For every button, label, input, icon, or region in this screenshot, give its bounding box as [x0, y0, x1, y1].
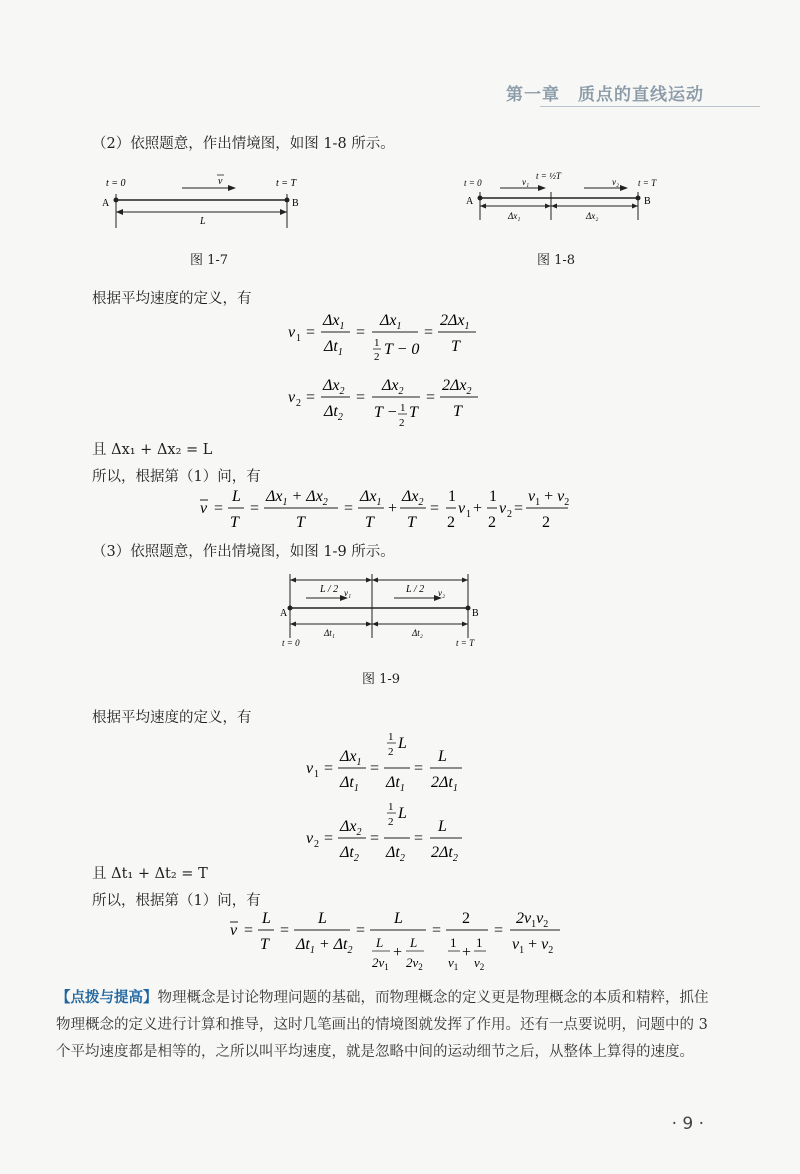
svg-text:2v2: $2v_2$ [406, 955, 423, 972]
svg-text:1: 1 [374, 337, 380, 349]
svg-text:1: 1 [314, 769, 319, 780]
svg-text:L: L [438, 818, 447, 835]
svg-text:L: L [232, 488, 241, 505]
fig19-tT-label: t = T [456, 638, 475, 648]
svg-text:1: 1 [296, 333, 301, 344]
fig18-v2-label: v₂ [612, 177, 620, 187]
svg-text:2Δx1: $2\Delta x_1$ [440, 312, 470, 332]
and-line-1: 且 Δx₁ + Δx₂ = L [92, 442, 213, 458]
svg-text:Δt2: $\Delta t_2$ [386, 844, 405, 864]
svg-text:=: = [514, 500, 524, 517]
svg-text:=: = [344, 500, 354, 517]
fig19-dt1-label: Δt₁ [324, 628, 335, 638]
svg-text:v: v [306, 760, 314, 777]
svg-text:=: = [306, 389, 316, 406]
svg-text:Δt1: $\Delta t_1$ [386, 774, 405, 794]
chapter-header: 第一章 质点的直线运动 [506, 85, 704, 105]
svg-text:Δx1: $\Delta x_1$ [340, 748, 362, 768]
svg-text:T: T [260, 936, 269, 953]
svg-text:1: 1 [448, 488, 456, 505]
svg-text:2: 2 [374, 351, 380, 363]
svg-text:T: T [409, 404, 418, 421]
svg-text:v1 + v2: $v_1 + v_2$ [528, 488, 570, 508]
fig17-A-label: A [102, 198, 110, 209]
svg-text:2: 2 [488, 514, 496, 531]
svg-text:2Δt2: $2\Delta t_2$ [431, 844, 458, 864]
svg-text:L: L [318, 910, 327, 927]
svg-text:=: = [306, 324, 316, 341]
svg-text:T: T [296, 514, 305, 531]
svg-text:Δx2: $\Delta x_2$ [402, 488, 424, 508]
svg-text:Δt2: $\Delta t_2$ [340, 844, 359, 864]
svg-text:2v1v2: $2v_1v_2$ [516, 910, 549, 930]
svg-text:v: v [230, 922, 238, 939]
svg-text:2: 2 [399, 417, 405, 429]
svg-text:1: 1 [489, 488, 497, 505]
svg-text:T: T [407, 514, 416, 531]
tip-text: 物理概念是讨论物理问题的基础，而物理概念的定义更是物理概念的本质和精粹，抓住物理概念的定义进行计算和推导，这时几笔画出的情境图就发挥了作用。还有一点要说明，问题中的 3 个平均速度都是相等的，之所以叫平均速度，就是忽略中间的运动细节之后，从整体上算得的速度。 [56, 990, 709, 1060]
equation-average-velocity-part2 [200, 483, 570, 538]
svg-text:=: = [494, 922, 504, 939]
svg-text:Δx2: $\Delta x_2$ [382, 377, 404, 397]
fig19-dt2-label: Δt₂ [412, 628, 423, 638]
svg-text:Δx1: $\Delta x_1$ [380, 312, 402, 332]
svg-text:2: 2 [314, 839, 319, 850]
equation-v1-part2 [288, 305, 488, 365]
equation-average-velocity-part3 [230, 905, 570, 980]
svg-text:=: = [250, 500, 260, 517]
svg-text:=: = [356, 922, 366, 939]
fig19-v1-label: v₁ [344, 588, 352, 598]
fig19-L2b-label: L / 2 [406, 584, 425, 595]
svg-text:T: T [451, 338, 460, 355]
fig17-tT-label: t = T [276, 178, 297, 189]
svg-text:T −: T − [374, 404, 398, 421]
svg-text:2: 2 [542, 514, 550, 531]
fig18-caption: 图 1-8 [537, 253, 576, 268]
figure-1-7 [100, 170, 310, 240]
svg-text:Δx2: $\Delta x_2$ [340, 818, 362, 838]
fig17-v-label: v [218, 176, 223, 187]
svg-text:2: 2 [296, 398, 301, 409]
fig18-B-label: B [644, 196, 651, 207]
fig17-t0-label: t = 0 [106, 178, 126, 189]
svg-text:Δx1: $\Delta x_1$ [360, 488, 382, 508]
svg-text:=: = [214, 500, 224, 517]
svg-text:v: v [499, 500, 507, 517]
definition-line-1: 根据平均速度的定义，有 [92, 291, 252, 307]
svg-text:v1 + v2: $v_1 + v_2$ [512, 936, 554, 956]
svg-text:Δx1: $\Delta x_1$ [323, 312, 345, 332]
fig17-B-label: B [292, 198, 299, 209]
svg-text:1: 1 [466, 509, 471, 520]
svg-text:Δt1: $\Delta t_1$ [340, 774, 359, 794]
svg-text:=: = [414, 760, 424, 777]
svg-text:+: + [388, 500, 398, 517]
svg-text:Δt1 + Δt2: $\Delta t_1 + \Delta t_2$ [296, 936, 353, 956]
svg-text:=: = [370, 830, 380, 847]
svg-text:=: = [280, 922, 290, 939]
svg-text:=: = [426, 389, 436, 406]
svg-text:2Δx2: $2\Delta x_2$ [442, 377, 472, 397]
svg-text:1: 1 [388, 801, 394, 813]
fig18-t0-label: t = 0 [464, 178, 482, 188]
and-line-2: 且 Δt₁ + Δt₂ = T [92, 866, 208, 882]
svg-text:v: v [306, 830, 314, 847]
equation-v2-part2 [288, 370, 488, 435]
svg-text:+: + [462, 944, 472, 961]
svg-text:=: = [356, 389, 366, 406]
svg-text:L: L [398, 805, 407, 822]
fig19-B-label: B [472, 608, 479, 619]
equation-v2-part3 [306, 797, 466, 865]
svg-text:=: = [324, 760, 334, 777]
svg-text:=: = [244, 922, 254, 939]
svg-text:Δx1 + Δx2: $\Delta x_1 + \Delta x_2$ [266, 488, 328, 508]
svg-text:L: L [410, 935, 418, 950]
intro-paragraph-3: （3）依照题意，作出情境图，如图 1-9 所示。 [92, 544, 395, 560]
svg-text:L: L [262, 910, 271, 927]
equation-v1-part3 [306, 727, 466, 795]
tip-paragraph [56, 984, 716, 1066]
intro-paragraph-2: （2）依照题意，作出情境图，如图 1-8 所示。 [92, 136, 395, 152]
svg-text:=: = [424, 324, 434, 341]
svg-text:T: T [365, 514, 374, 531]
svg-text:=: = [432, 922, 442, 939]
fig18-A-label: A [466, 196, 474, 207]
svg-text:L: L [394, 910, 403, 927]
svg-text:2: 2 [388, 746, 394, 758]
svg-text:Δt1: $\Delta t_1$ [324, 338, 343, 358]
fig19-t0-label: t = 0 [282, 638, 300, 648]
fig19-L2a-label: L / 2 [320, 584, 339, 595]
svg-text:T − 0: T − 0 [384, 341, 420, 358]
figure-1-9 [276, 570, 496, 650]
fig18-tT-label: t = T [638, 178, 657, 188]
fig18-dx2-label: Δx₂ [586, 211, 599, 221]
svg-text:1: 1 [400, 402, 406, 414]
fig17-L-label: L [200, 216, 206, 227]
svg-text:=: = [430, 500, 440, 517]
svg-text:=: = [414, 830, 424, 847]
so-line-1: 所以，根据第（1）问，有 [92, 469, 261, 485]
svg-text:v2: $v_2$ [474, 955, 485, 972]
svg-text:Δx2: $\Delta x_2$ [323, 377, 345, 397]
svg-text:2v1: $2v_1$ [372, 955, 389, 972]
svg-text:1: 1 [450, 935, 457, 950]
definition-line-2: 根据平均速度的定义，有 [92, 710, 252, 726]
figure-1-8 [460, 168, 670, 238]
fig18-v1-label: v₁ [522, 177, 530, 187]
svg-text:v: v [288, 389, 296, 406]
svg-text:+: + [393, 944, 403, 961]
svg-text:v: v [458, 500, 466, 517]
fig19-caption: 图 1-9 [362, 672, 401, 687]
fig18-half-label: t = ½T [536, 171, 561, 181]
svg-text:v: v [288, 324, 296, 341]
svg-text:=: = [356, 324, 366, 341]
page-number: · 9 · [671, 1114, 704, 1134]
svg-text:2: 2 [447, 514, 455, 531]
svg-text:L: L [376, 935, 384, 950]
svg-text:Δt2: $\Delta t_2$ [324, 403, 343, 423]
fig19-A-label: A [280, 608, 288, 619]
fig19-v2-label: v₂ [438, 588, 446, 598]
header-rule [540, 106, 760, 107]
svg-text:+: + [473, 500, 483, 517]
svg-text:v: v [200, 500, 208, 517]
svg-text:1: 1 [476, 935, 483, 950]
svg-text:2Δt1: $2\Delta t_1$ [431, 774, 458, 794]
svg-text:2: 2 [507, 509, 512, 520]
svg-text:=: = [370, 760, 380, 777]
fig17-caption: 图 1-7 [190, 253, 229, 268]
svg-text:v1: $v_1$ [448, 955, 459, 972]
svg-text:T: T [453, 403, 462, 420]
svg-text:=: = [324, 830, 334, 847]
so-line-2: 所以，根据第（1）问，有 [92, 893, 261, 909]
svg-text:L: L [438, 748, 447, 765]
svg-text:2: 2 [388, 816, 394, 828]
svg-text:T: T [230, 514, 239, 531]
svg-text:1: 1 [388, 731, 394, 743]
svg-text:2: 2 [462, 910, 470, 927]
svg-text:L: L [398, 735, 407, 752]
fig18-dx1-label: Δx₁ [508, 211, 521, 221]
tip-label: 【点拨与提高】 [56, 989, 158, 1006]
